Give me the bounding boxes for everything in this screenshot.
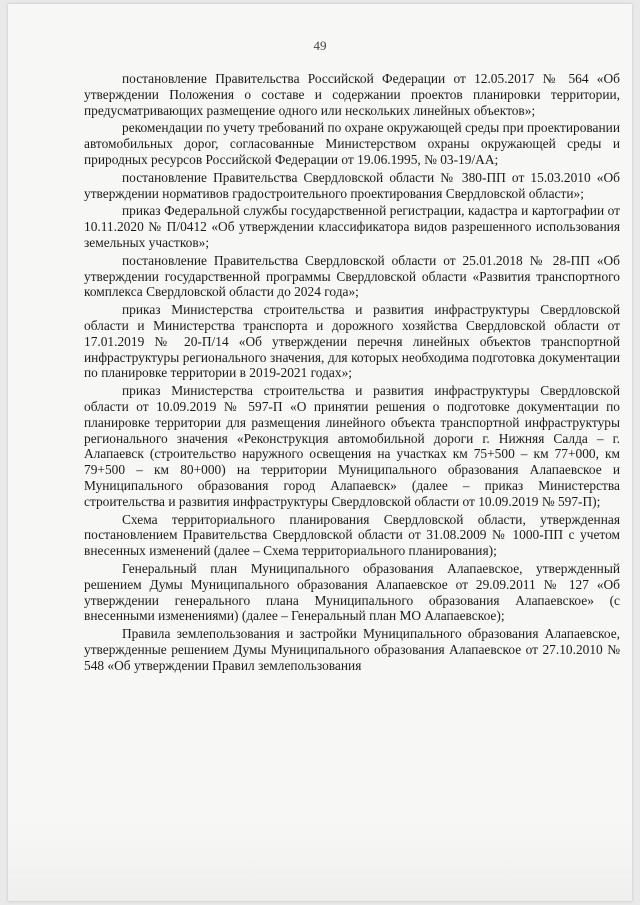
paragraph-3: постановление Правительства Свердловской области № 380-ПП от 15.03.2010 «Об утверждении нормативов градостроительного проектирования Свердловской области»; [84,169,620,201]
paragraph-9: Генеральный план Муниципального образования Алапаевское, утвержденный решением Думы Муниципального образования Алапаевское от 29.09.2011 № 127 «Об утверждении генерального плана Муниципального образования Алапаевское» (с внесенными изменениями) (далее – Генеральный план МО Алапаевское); [84,560,620,624]
page-number: 49 [313,38,327,53]
paragraph-6: приказ Министерства строительства и развития инфраструктуры Свердловской области и Министерства транспорта и дорожного хозяйства Свердловской области от 17.01.2019 № 20-П/14 «Об утверждении перечня линейных объектов транспортной инфраструктуры регионального значения, для которых необходима подготовка документации по планировке территории в 2019-2021 годах»; [84,302,620,381]
paragraph-8: Схема территориального планирования Свердловской области, утвержденная постановлением Правительства Свердловской области от 31.08.2009 № 1000-ПП с учетом внесенных изменений (далее – Схема территориального планирования); [84,511,620,559]
paragraph-7: приказ Министерства строительства и развития инфраструктуры Свердловской области от 10.09.2019 № 597-П «О принятии решения о подготовке документации по планировке территории для размещения линейного объекта транспортной инфраструктуры регионального значения «Реконструкция автомобильной дороги г. Нижняя Салда – г. Алапаевск (строительство наружного освещения на участках км 75+500 – км 77+000, км 79+500 – км 80+000) на территории Муниципального образования Алапаевское и Муниципального образования город Алапаевск» (далее – приказ Министерства строительства и развития инфраструктуры Свердловской области от 10.09.2019 № 597-П); [84,383,620,509]
paragraph-4: приказ Федеральной службы государственной регистрации, кадастра и картографии от 10.11.2020 № П/0412 «Об утверждении классификатора видов разрешенного использования земельных участков»; [84,203,620,250]
document-body [84,71,620,675]
document-page [8,4,632,901]
paragraph-1: постановление Правительства Российской Федерации от 12.05.2017 № 564 «Об утверждении Положения о составе и содержании проектов планировки территории, предусматривающих размещение одного или нескольких линейных объектов»; [84,71,620,118]
paragraph-5: постановление Правительства Свердловской области от 25.01.2018 № 28-ПП «Об утверждении государственной программы Свердловской области «Развития транспортного комплекса Свердловской области до 2024 года»; [84,252,620,300]
paragraph-10: Правила землепользования и застройки Муниципального образования Алапаевское, утвержденные решением Думы Муниципального образования Алапаевское от 27.10.2010 № 548 «Об утверждении Правил землепользования [84,626,620,673]
paragraph-2: рекомендации по учету требований по охране окружающей среды при проектировании автомобильных дорог, согласованные Министерством охраны окружающей среды и природных ресурсов Российской Федерации от 19.06.1995, № 03-19/АА; [84,120,620,167]
page-bottom-shade [8,821,632,901]
